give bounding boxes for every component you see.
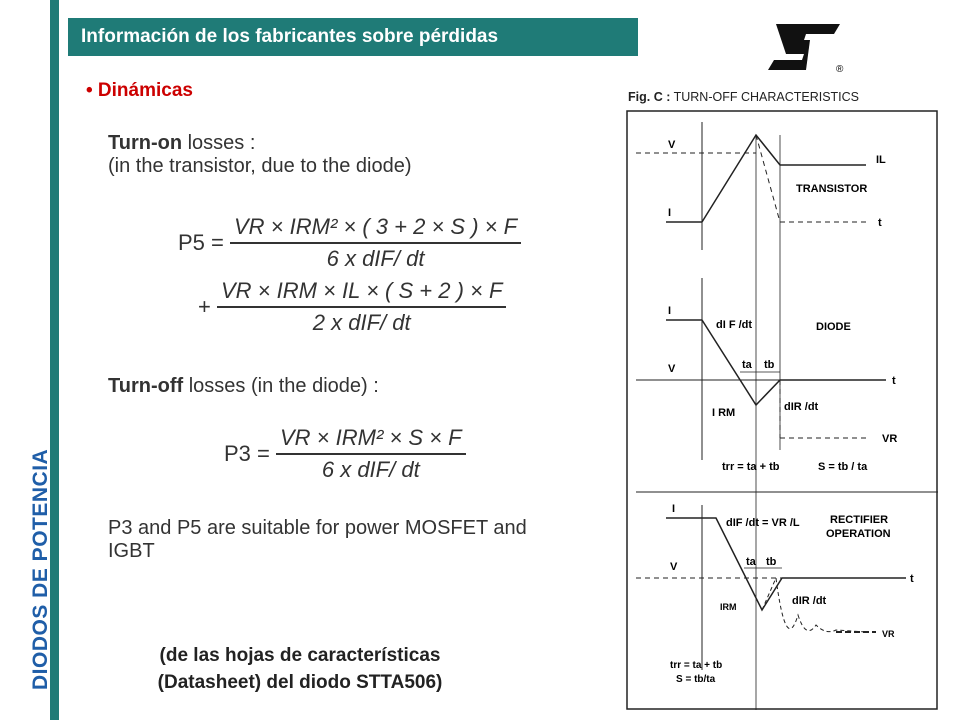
turn-on-bold: Turn-on (108, 132, 183, 154)
p3-label-rect2: OPERATION (826, 528, 891, 540)
turn-off-figure (626, 110, 938, 710)
vertical-section-title: DIODOS DE POTENCIA (29, 448, 52, 690)
turn-on-heading (108, 132, 412, 178)
p3-label-i: I (672, 503, 676, 515)
p2-label-s: S = tb / ta (818, 461, 868, 473)
p2-label-v: V (668, 363, 676, 375)
p3-equation (224, 425, 466, 483)
p5-denominator-2: 2 x dIF/ dt (312, 310, 411, 335)
st-logo (766, 20, 846, 81)
p3-label-irm: IRM (720, 602, 737, 612)
datasheet-caption (100, 642, 500, 696)
p5-fraction-1 (230, 214, 521, 272)
p1-label-t: t (878, 217, 882, 229)
registered-mark: ® (836, 64, 844, 75)
p3-label-s: S = tb/ta (676, 674, 716, 685)
p1-current-curve (702, 135, 866, 222)
p2-label-tb: tb (764, 359, 775, 371)
turn-off-rest: losses (in the diode) : (183, 375, 379, 397)
p3-numerator: VR × IRM² × S × F (276, 425, 466, 455)
figure-caption-bold: Fig. C : (628, 90, 671, 104)
p2-label-vr: VR (882, 433, 898, 445)
figure-frame (627, 111, 937, 709)
figure-caption (628, 90, 859, 104)
p5-numerator-2: VR × IRM × IL × ( S + 2 ) × F (217, 278, 506, 308)
panel-diode (636, 278, 897, 473)
p5-equation-part2 (198, 278, 506, 336)
p5-denominator-1: 6 x dIF/ dt (326, 246, 425, 271)
note-line-1: P3 and P5 are suitable for power MOSFET and (108, 517, 527, 539)
p3-label-tb: tb (766, 556, 777, 568)
p2-label-t: t (892, 375, 896, 387)
p5-lhs: P5 = (178, 230, 224, 255)
bullet-dinamicas: • Dinámicas (86, 80, 193, 101)
p3-label-rect1: RECTIFIER (830, 514, 889, 526)
p2-current-curve (666, 320, 886, 405)
p5-equation-part1 (178, 214, 521, 272)
p3-denominator: 6 x dIF/ dt (321, 457, 420, 482)
p1-label-il: IL (876, 154, 886, 166)
panel-rectifier (636, 492, 938, 685)
p2-label-irm: I RM (712, 407, 736, 419)
p3-label-ta: ta (746, 556, 756, 568)
p2-label-dif: dI F /dt (716, 319, 753, 331)
p1-voltage-fall (756, 135, 780, 222)
p3-label-dir: dIR /dt (792, 595, 827, 607)
slide-title: Información de los fabricantes sobre pérdidas (68, 18, 638, 56)
p2-label-dir: dIR /dt (784, 401, 819, 413)
turn-on-subtitle: (in the transistor, due to the diode) (108, 155, 412, 177)
p2-label-i: I (668, 305, 672, 317)
p5-plus: + (198, 294, 211, 319)
turn-off-heading (108, 375, 379, 398)
note-line-2: IGBT (108, 540, 155, 562)
p3-label-dif: dIF /dt = VR /L (726, 517, 800, 529)
p1-label-transistor: TRANSISTOR (796, 183, 868, 195)
p3-fraction (276, 425, 466, 483)
turn-off-bold: Turn-off (108, 375, 184, 397)
p3-lhs: P3 = (224, 441, 270, 466)
p3-label-t: t (910, 573, 914, 585)
p3-label-vr: VR (882, 629, 895, 639)
p2-label-trr: trr = ta + tb (722, 461, 780, 473)
p1-label-v: V (668, 139, 676, 151)
p2-label-diode: DIODE (816, 321, 851, 333)
p3-label-v: V (670, 561, 678, 573)
turn-on-rest: losses : (182, 132, 256, 154)
caption-line-2: (Datasheet) del diodo STTA506) (157, 672, 443, 693)
p5-numerator-1: VR × IRM² × ( 3 + 2 × S ) × F (230, 214, 521, 244)
note-text (108, 517, 527, 563)
caption-line-1: (de las hojas de características (159, 645, 441, 666)
p3-label-trr: trr = ta + tb (670, 660, 723, 671)
figure-caption-rest: TURN-OFF CHARACTERISTICS (670, 90, 860, 104)
p1-label-i: I (668, 207, 672, 219)
p5-fraction-2 (217, 278, 506, 336)
p2-label-ta: ta (742, 359, 752, 371)
